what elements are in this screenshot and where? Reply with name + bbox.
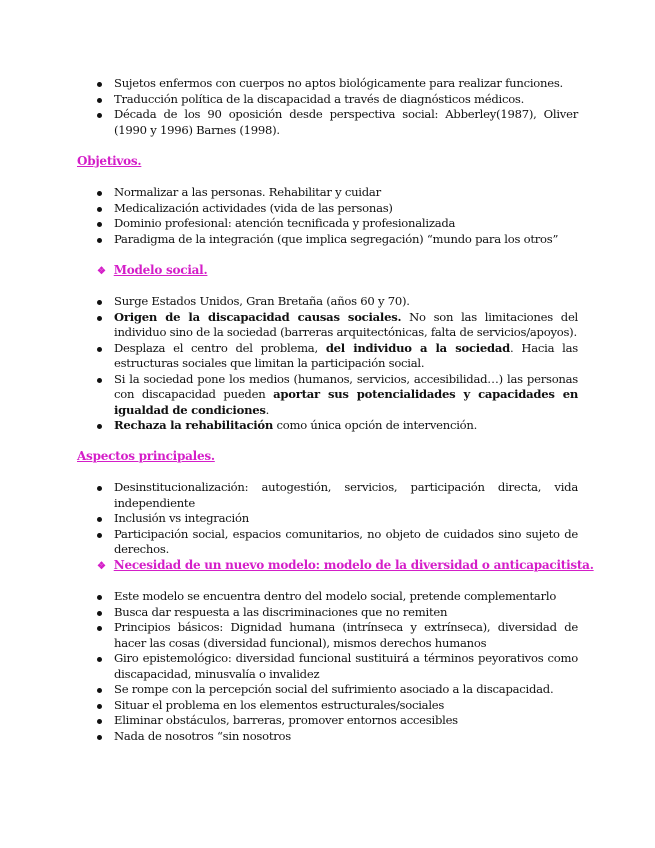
list-item xyxy=(93,372,578,419)
aspectos-list xyxy=(93,480,578,558)
nuevo-modelo-heading xyxy=(97,557,594,575)
list-item xyxy=(93,310,578,341)
modelo-social-heading xyxy=(97,262,207,280)
list-item: Sujetos enfermos con cuerpos no aptos biológicamente para realizar funciones. xyxy=(93,76,578,92)
list-item: Situar el problema en los elementos estructurales/sociales xyxy=(93,698,578,714)
list-item: Busca dar respuesta a las discriminaciones que no remiten xyxy=(93,605,578,621)
list-item xyxy=(93,418,578,434)
list-item: Medicalización actividades (vida de las personas) xyxy=(93,201,578,217)
list-item: Desinstitucionalización: autogestión, servicios, participación directa, vida independiente xyxy=(93,480,578,511)
item-bold-text: Origen de la discapacidad causas sociales. xyxy=(114,309,402,324)
list-item: Década de los 90 oposición desde perspectiva social: Abberley(1987), Oliver (1990 y 1996) Barnes (1998). xyxy=(93,107,578,138)
list-item: Este modelo se encuentra dentro del modelo social, pretende complementarlo xyxy=(93,589,578,605)
list-item: Dominio profesional: atención tecnificada y profesionalizada xyxy=(93,216,578,232)
diamond-bullet-icon: ❖ xyxy=(97,561,106,572)
nuevo-modelo-list xyxy=(93,589,578,744)
objetivos-heading: Objetivos. xyxy=(77,154,142,168)
item-text: . xyxy=(265,402,270,417)
item-text: Si la sociedad pone los medios (humanos, servicios, accesibilidad…) las personas con discapacidad pueden xyxy=(114,371,578,401)
list-item: Paradigma de la integración (que implica segregación) “mundo para los otros” xyxy=(93,232,578,248)
aspectos-heading: Aspectos principales. xyxy=(77,449,215,463)
list-item xyxy=(93,341,578,372)
item-bold-text: del individuo a la sociedad xyxy=(325,340,511,355)
list-item: Normalizar a las personas. Rehabilitar y cuidar xyxy=(93,185,578,201)
item-bold-text: Rechaza la rehabilitación xyxy=(114,418,274,432)
list-item xyxy=(93,294,578,310)
item-text: Desplaza el centro del problema, xyxy=(114,340,326,355)
item-text: . Hacia las estructuras sociales que limitan la participación social. xyxy=(114,340,578,370)
list-item: Se rompe con la percepción social del sufrimiento asociado a la discapacidad. xyxy=(93,682,578,698)
item-text: No son las limitaciones del individuo sino de la sociedad (barreras arquitectónicas, falta de servicios/apoyos). xyxy=(114,309,579,339)
diamond-bullet-icon: ❖ xyxy=(97,266,106,277)
objetivos-list xyxy=(93,185,578,247)
intro-list xyxy=(93,76,578,138)
nuevo-modelo-title: Necesidad de un nuevo modelo: modelo de la diversidad o anticapacitista. xyxy=(113,558,594,572)
modelo-social-title: Modelo social. xyxy=(113,263,208,277)
item-text: como única opción de intervención. xyxy=(273,418,478,432)
list-item: Traducción política de la discapacidad a través de diagnósticos médicos. xyxy=(93,92,578,108)
modelo-social-list xyxy=(93,294,578,434)
item-text: Surge Estados Unidos, Gran Bretaña (años 60 y 70). xyxy=(114,294,410,308)
list-item: Inclusión vs integración xyxy=(93,511,578,527)
list-item: Principios básicos: Dignidad humana (intrínseca y extrínseca), diversidad de hacer las cosas (diversidad funcional), mismos derechos humanos xyxy=(93,620,578,651)
list-item: Participación social, espacios comunitarios, no objeto de cuidados sino sujeto de derechos. xyxy=(93,527,578,558)
list-item: Nada de nosotros “sin nosotros xyxy=(93,729,578,745)
item-bold-text: aportar sus potencialidades y capacidades en igualdad de condiciones xyxy=(114,387,578,417)
list-item: Giro epistemológico: diversidad funcional sustituirá a términos peyorativos como discapacidad, minusvalía o invalidez xyxy=(93,651,578,682)
list-item: Eliminar obstáculos, barreras, promover entornos accesibles xyxy=(93,713,578,729)
